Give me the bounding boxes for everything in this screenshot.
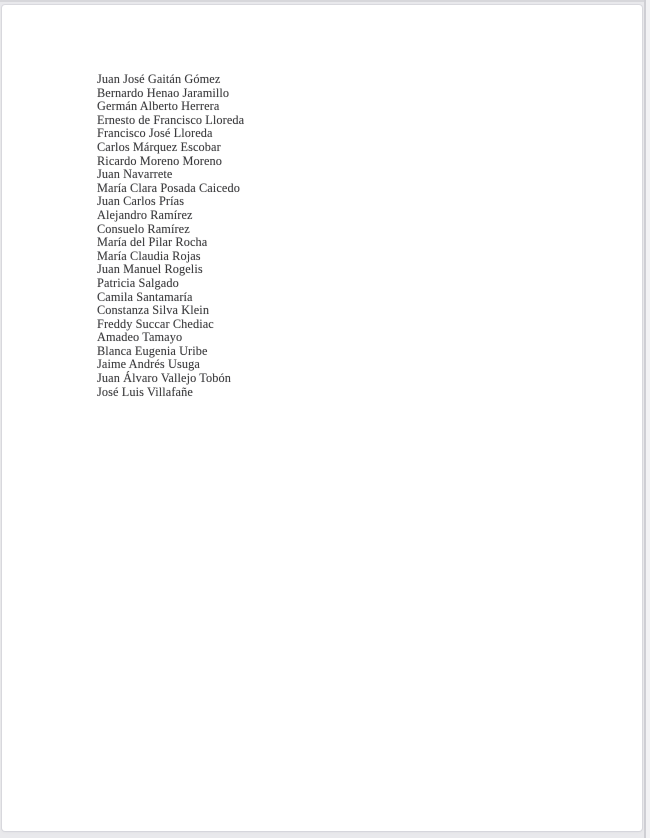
name-line: Bernardo Henao Jaramillo: [97, 85, 230, 100]
name-line: José Luis Villafañe: [97, 384, 193, 399]
name-line: Juan Manuel Rogelis: [97, 262, 203, 277]
scan-edge-right: [644, 0, 646, 838]
name-line: María del Pilar Rocha: [97, 235, 208, 250]
name-line: María Claudia Rojas: [97, 248, 201, 263]
name-line: Juan Álvaro Vallejo Tobón: [97, 371, 232, 386]
name-line: María Clara Posada Caicedo: [97, 180, 240, 195]
name-line: Ricardo Moreno Moreno: [97, 153, 223, 168]
name-line: Amadeo Tamayo: [97, 330, 183, 345]
name-line: Patricia Salgado: [97, 275, 179, 290]
name-line: Francisco José Lloreda: [97, 126, 213, 141]
name-line: Juan José Gaitán Gómez: [97, 72, 221, 86]
name-line: Camila Santamaría: [97, 289, 193, 304]
name-line: Jaime Andrés Usuga: [97, 357, 200, 372]
name-line: Freddy Succar Chediac: [97, 316, 214, 331]
name-line: Germán Alberto Herrera: [97, 99, 220, 114]
scan-edge-gutter: [646, 0, 650, 838]
name-line: Consuelo Ramírez: [97, 221, 190, 236]
name-line: Carlos Márquez Escobar: [97, 139, 221, 154]
name-list: [97, 73, 244, 399]
name-line: Juan Carlos Prías: [97, 194, 185, 209]
name-line: Blanca Eugenia Uribe: [97, 343, 208, 358]
name-line: Ernesto de Francisco Lloreda: [97, 112, 245, 127]
scan-edge-top: [0, 0, 650, 2]
document-page: [2, 5, 642, 831]
name-line: Constanza Silva Klein: [97, 303, 210, 318]
name-line: Juan Navarrete: [97, 167, 173, 182]
name-line: Alejandro Ramírez: [97, 207, 193, 222]
